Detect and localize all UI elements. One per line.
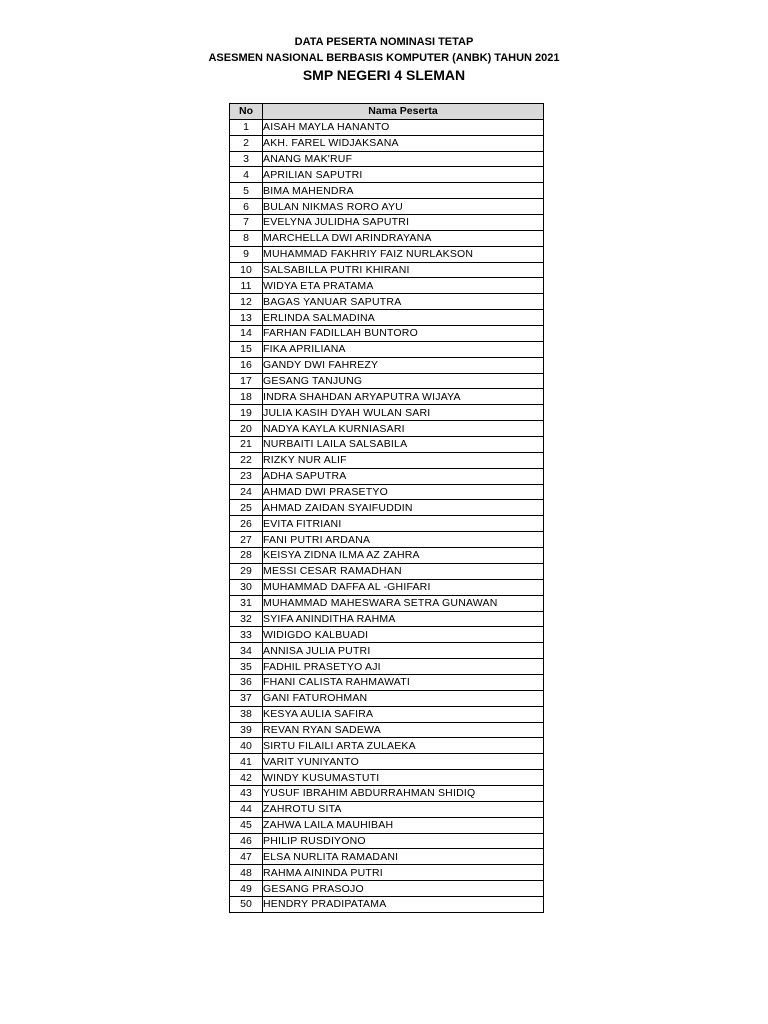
table-header-row (230, 104, 544, 120)
participant-name: JULIA KASIH DYAH WULAN SARI (263, 405, 544, 421)
participant-name: FADHIL PRASETYO AJI (263, 659, 544, 675)
participant-name: AISAH MAYLA HANANTO (263, 119, 544, 135)
participant-name: FANI PUTRI ARDANA (263, 532, 544, 548)
row-number: 8 (230, 230, 263, 246)
table-row (230, 262, 544, 278)
row-number: 20 (230, 421, 263, 437)
participant-name: MUHAMMAD MAHESWARA SETRA GUNAWAN (263, 595, 544, 611)
participant-name: ANNISA JULIA PUTRI (263, 643, 544, 659)
participant-name: SALSABILLA PUTRI KHIRANI (263, 262, 544, 278)
participant-name: EVELYNA JULIDHA SAPUTRI (263, 215, 544, 231)
row-number: 21 (230, 437, 263, 453)
participant-name: ELSA NURLITA RAMADANI (263, 849, 544, 865)
row-number: 18 (230, 389, 263, 405)
participant-name: KEISYA ZIDNA ILMA AZ ZAHRA (263, 548, 544, 564)
table-row (230, 167, 544, 183)
row-number: 4 (230, 167, 263, 183)
row-number: 11 (230, 278, 263, 294)
table-row (230, 659, 544, 675)
participant-name: FHANI CALISTA RAHMAWATI (263, 674, 544, 690)
table-row (230, 738, 544, 754)
row-number: 35 (230, 659, 263, 675)
table-row (230, 437, 544, 453)
row-number: 15 (230, 341, 263, 357)
row-number: 40 (230, 738, 263, 754)
participant-name: ZAHWA LAILA MAUHIBAH (263, 817, 544, 833)
participant-name: NADYA KAYLA KURNIASARI (263, 421, 544, 437)
table-row (230, 595, 544, 611)
table-row (230, 278, 544, 294)
participant-name: MUHAMMAD FAKHRIY FAIZ NURLAKSON (263, 246, 544, 262)
row-number: 2 (230, 135, 263, 151)
table-body (230, 119, 544, 912)
participant-name: WINDY KUSUMASTUTI (263, 770, 544, 786)
table-row (230, 326, 544, 342)
row-number: 7 (230, 215, 263, 231)
participant-name: FIKA APRILIANA (263, 341, 544, 357)
table-row (230, 484, 544, 500)
participant-name: SYIFA ANINDITHA RAHMA (263, 611, 544, 627)
participant-name: RIZKY NUR ALIF (263, 452, 544, 468)
table-row (230, 881, 544, 897)
participant-name: VARIT YUNIYANTO (263, 754, 544, 770)
table-row (230, 643, 544, 659)
table-row (230, 357, 544, 373)
table-row (230, 801, 544, 817)
table-row (230, 817, 544, 833)
participant-name: PHILIP RUSDIYONO (263, 833, 544, 849)
row-number: 34 (230, 643, 263, 659)
table-row (230, 151, 544, 167)
table-row (230, 468, 544, 484)
table-row (230, 833, 544, 849)
participant-name: BULAN NIKMAS RORO AYU (263, 199, 544, 215)
participant-name: HENDRY PRADIPATAMA (263, 896, 544, 912)
row-number: 45 (230, 817, 263, 833)
table-row (230, 754, 544, 770)
participant-name: GANI FATUROHMAN (263, 690, 544, 706)
row-number: 39 (230, 722, 263, 738)
row-number: 30 (230, 579, 263, 595)
table-row (230, 516, 544, 532)
row-number: 27 (230, 532, 263, 548)
table-row (230, 246, 544, 262)
participant-name: GANDY DWI FAHREZY (263, 357, 544, 373)
participant-name: MESSI CESAR RAMADHAN (263, 563, 544, 579)
row-number: 42 (230, 770, 263, 786)
row-number: 47 (230, 849, 263, 865)
table-row (230, 373, 544, 389)
row-number: 48 (230, 865, 263, 881)
row-number: 5 (230, 183, 263, 199)
participant-name: NURBAITI LAILA SALSABILA (263, 437, 544, 453)
row-number: 22 (230, 452, 263, 468)
row-number: 23 (230, 468, 263, 484)
column-header-name: Nama Peserta (263, 104, 544, 120)
row-number: 31 (230, 595, 263, 611)
table-row (230, 627, 544, 643)
participant-name: ADHA SAPUTRA (263, 468, 544, 484)
row-number: 9 (230, 246, 263, 262)
table-row (230, 294, 544, 310)
row-number: 3 (230, 151, 263, 167)
participant-name: SIRTU FILAILI ARTA ZULAEKA (263, 738, 544, 754)
participant-name: KESYA AULIA SAFIRA (263, 706, 544, 722)
table-row (230, 849, 544, 865)
row-number: 10 (230, 262, 263, 278)
table-row (230, 548, 544, 564)
table-row (230, 421, 544, 437)
participant-name: INDRA SHAHDAN ARYAPUTRA WIJAYA (263, 389, 544, 405)
row-number: 28 (230, 548, 263, 564)
table-row (230, 389, 544, 405)
table-row (230, 563, 544, 579)
table-row (230, 199, 544, 215)
row-number: 17 (230, 373, 263, 389)
participant-name: EVITA FITRIANI (263, 516, 544, 532)
participant-name: ANANG MAK'RUF (263, 151, 544, 167)
table-row (230, 119, 544, 135)
row-number: 16 (230, 357, 263, 373)
participant-name: BAGAS YANUAR SAPUTRA (263, 294, 544, 310)
table-row (230, 896, 544, 912)
table-row (230, 405, 544, 421)
row-number: 29 (230, 563, 263, 579)
participant-name: FARHAN FADILLAH BUNTORO (263, 326, 544, 342)
row-number: 41 (230, 754, 263, 770)
table-row (230, 865, 544, 881)
table-row (230, 579, 544, 595)
participant-name: GESANG PRASOJO (263, 881, 544, 897)
participant-name: REVAN RYAN SADEWA (263, 722, 544, 738)
participant-name: AHMAD ZAIDAN SYAIFUDDIN (263, 500, 544, 516)
row-number: 26 (230, 516, 263, 532)
row-number: 19 (230, 405, 263, 421)
row-number: 43 (230, 785, 263, 801)
participant-name: YUSUF IBRAHIM ABDURRAHMAN SHIDIQ (263, 785, 544, 801)
table-row (230, 722, 544, 738)
participant-name: AKH. FAREL WIDJAKSANA (263, 135, 544, 151)
table-row (230, 770, 544, 786)
table-row (230, 532, 544, 548)
participant-name: WIDIGDO KALBUADI (263, 627, 544, 643)
row-number: 12 (230, 294, 263, 310)
row-number: 32 (230, 611, 263, 627)
participant-name: AHMAD DWI PRASETYO (263, 484, 544, 500)
table-row (230, 183, 544, 199)
participant-name: MARCHELLA DWI ARINDRAYANA (263, 230, 544, 246)
row-number: 50 (230, 896, 263, 912)
school-name: SMP NEGERI 4 SLEMAN (302, 67, 466, 83)
table-row (230, 706, 544, 722)
table-row (230, 230, 544, 246)
row-number: 33 (230, 627, 263, 643)
row-number: 25 (230, 500, 263, 516)
row-number: 49 (230, 881, 263, 897)
participant-name: BIMA MAHENDRA (263, 183, 544, 199)
row-number: 38 (230, 706, 263, 722)
document-subtitle: ASESMEN NASIONAL BERBASIS KOMPUTER (ANBK) TAHUN 2021 (208, 52, 560, 64)
table-row (230, 690, 544, 706)
participant-name: MUHAMMAD DAFFA AL -GHIFARI (263, 579, 544, 595)
table-row (230, 674, 544, 690)
participant-name: ERLINDA SALMADINA (263, 310, 544, 326)
table-row (230, 215, 544, 231)
row-number: 37 (230, 690, 263, 706)
row-number: 1 (230, 119, 263, 135)
participant-name: ZAHROTU SITA (263, 801, 544, 817)
table-row (230, 341, 544, 357)
row-number: 24 (230, 484, 263, 500)
participant-table (229, 103, 544, 913)
row-number: 46 (230, 833, 263, 849)
table-row (230, 611, 544, 627)
participant-name: RAHMA AININDA PUTRI (263, 865, 544, 881)
table-row (230, 500, 544, 516)
row-number: 13 (230, 310, 263, 326)
table-row (230, 785, 544, 801)
table-row (230, 135, 544, 151)
participant-name: APRILIAN SAPUTRI (263, 167, 544, 183)
row-number: 36 (230, 674, 263, 690)
table-row (230, 310, 544, 326)
column-header-no: No (230, 104, 263, 120)
participant-name: GESANG TANJUNG (263, 373, 544, 389)
document-title: DATA PESERTA NOMINASI TETAP (294, 36, 474, 48)
row-number: 6 (230, 199, 263, 215)
table-row (230, 452, 544, 468)
participant-name: WIDYA ETA PRATAMA (263, 278, 544, 294)
row-number: 14 (230, 326, 263, 342)
row-number: 44 (230, 801, 263, 817)
